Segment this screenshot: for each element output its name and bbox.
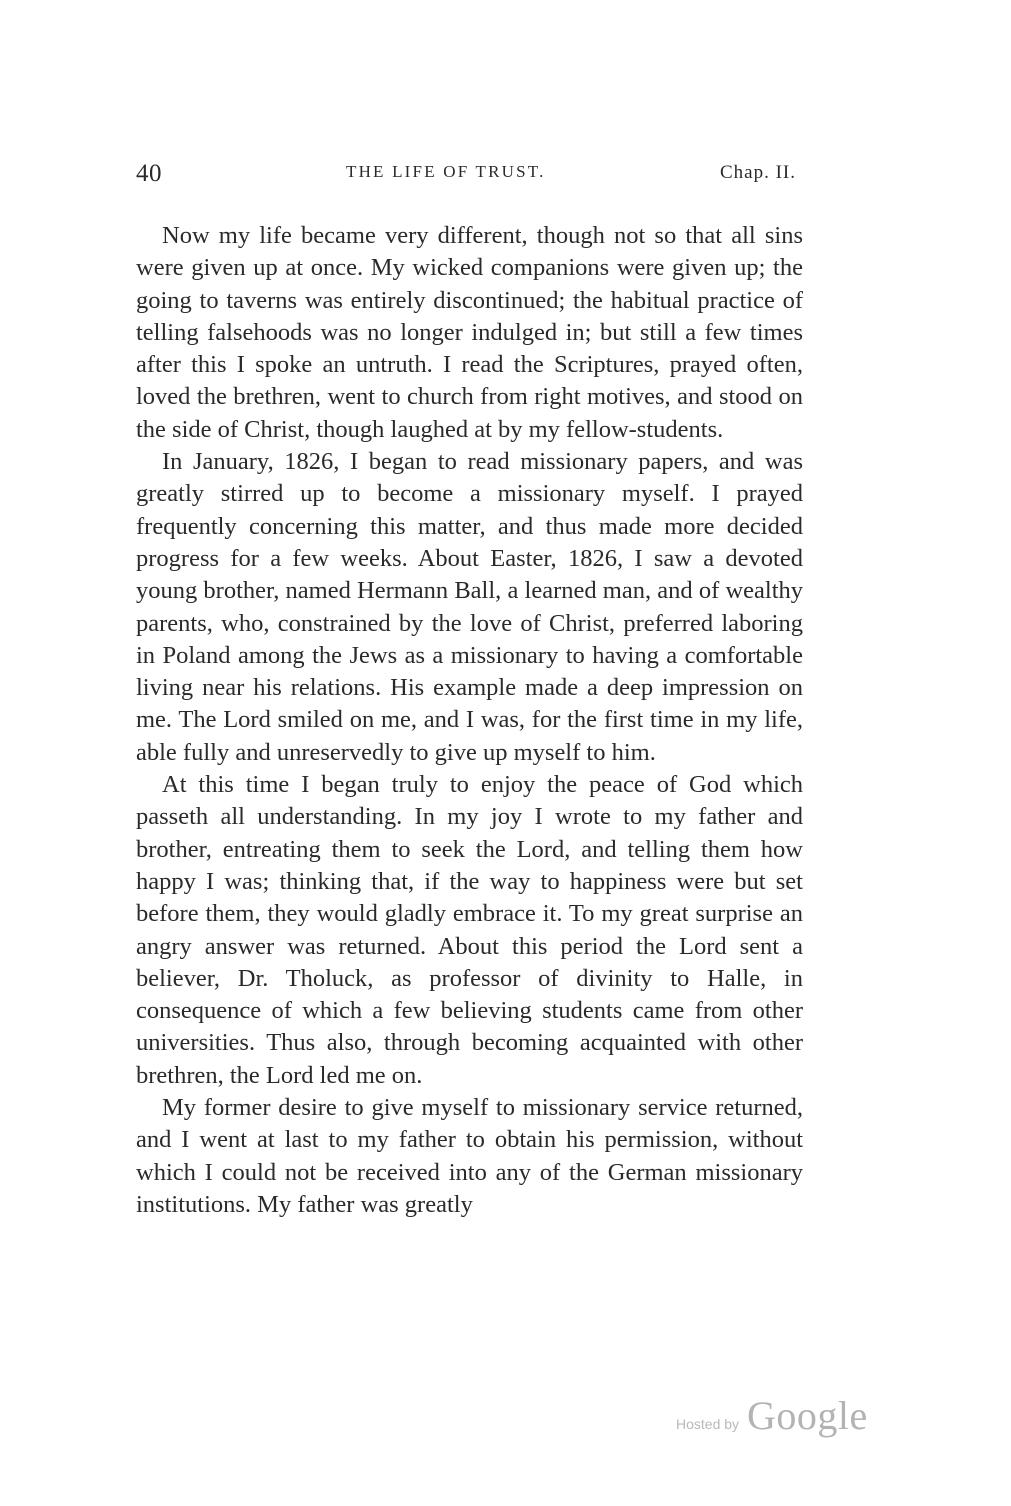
google-logo: Google bbox=[747, 1393, 868, 1438]
hosted-by-google-watermark bbox=[676, 1392, 868, 1442]
body-text bbox=[136, 220, 803, 1221]
paragraph: At this time I began truly to enjoy the peace of God which passeth all understanding. In my joy I wrote to my father and brother, entreating them to seek the Lord, and telling them how happy I was; thinking that, if the way to happiness were but set before them, they would gladly embrace it. To my great surprise an angry answer was returned. About this period the Lord sent a believer, Dr. Tholuck, as professor of divinity to Halle, in consequence of which a few believing students came from other universities. Thus also, through becoming acquainted with other brethren, the Lord led me on. bbox=[136, 771, 803, 1089]
chapter-label: Chap. II. bbox=[719, 162, 796, 183]
paragraph: In January, 1826, I began to read missionary papers, and was greatly stirred up to become a missionary myself. I prayed frequently concerning this matter, and thus made more decided progress for a few weeks. About Easter, 1826, I saw a devoted young brother, named Hermann Ball, a learned man, and of wealthy parents, who, constrained by the love of Christ, preferred laboring in Poland among the Jews as a missionary to having a comfortable living near his relations. His example made a deep impression on me. The Lord smiled on me, and I was, for the first time in my life, able fully and unreservedly to give up myself to him. bbox=[136, 448, 803, 766]
page-number: 40 bbox=[136, 160, 162, 187]
watermark-prefix: Hosted by bbox=[676, 1416, 740, 1432]
running-head bbox=[136, 160, 796, 190]
book-title: THE LIFE OF TRUST. bbox=[346, 162, 546, 181]
paragraph: My former desire to give myself to missionary service returned, and I went at last to my father to obtain his permission, without which I could not be received into any of the German missionary institutions. My father was greatly bbox=[136, 1094, 803, 1218]
paragraph: Now my life became very different, though not so that all sins were given up at once. My wicked companions were given up; the going to taverns was entirely discontinued; the habitual practice of telling falsehoods was no longer indulged in; but still a few times after this I spoke an untruth. I read the Scriptures, prayed often, loved the brethren, went to church from right motives, and stood on the side of Christ, though laughed at by my fellow-students. bbox=[136, 222, 803, 443]
